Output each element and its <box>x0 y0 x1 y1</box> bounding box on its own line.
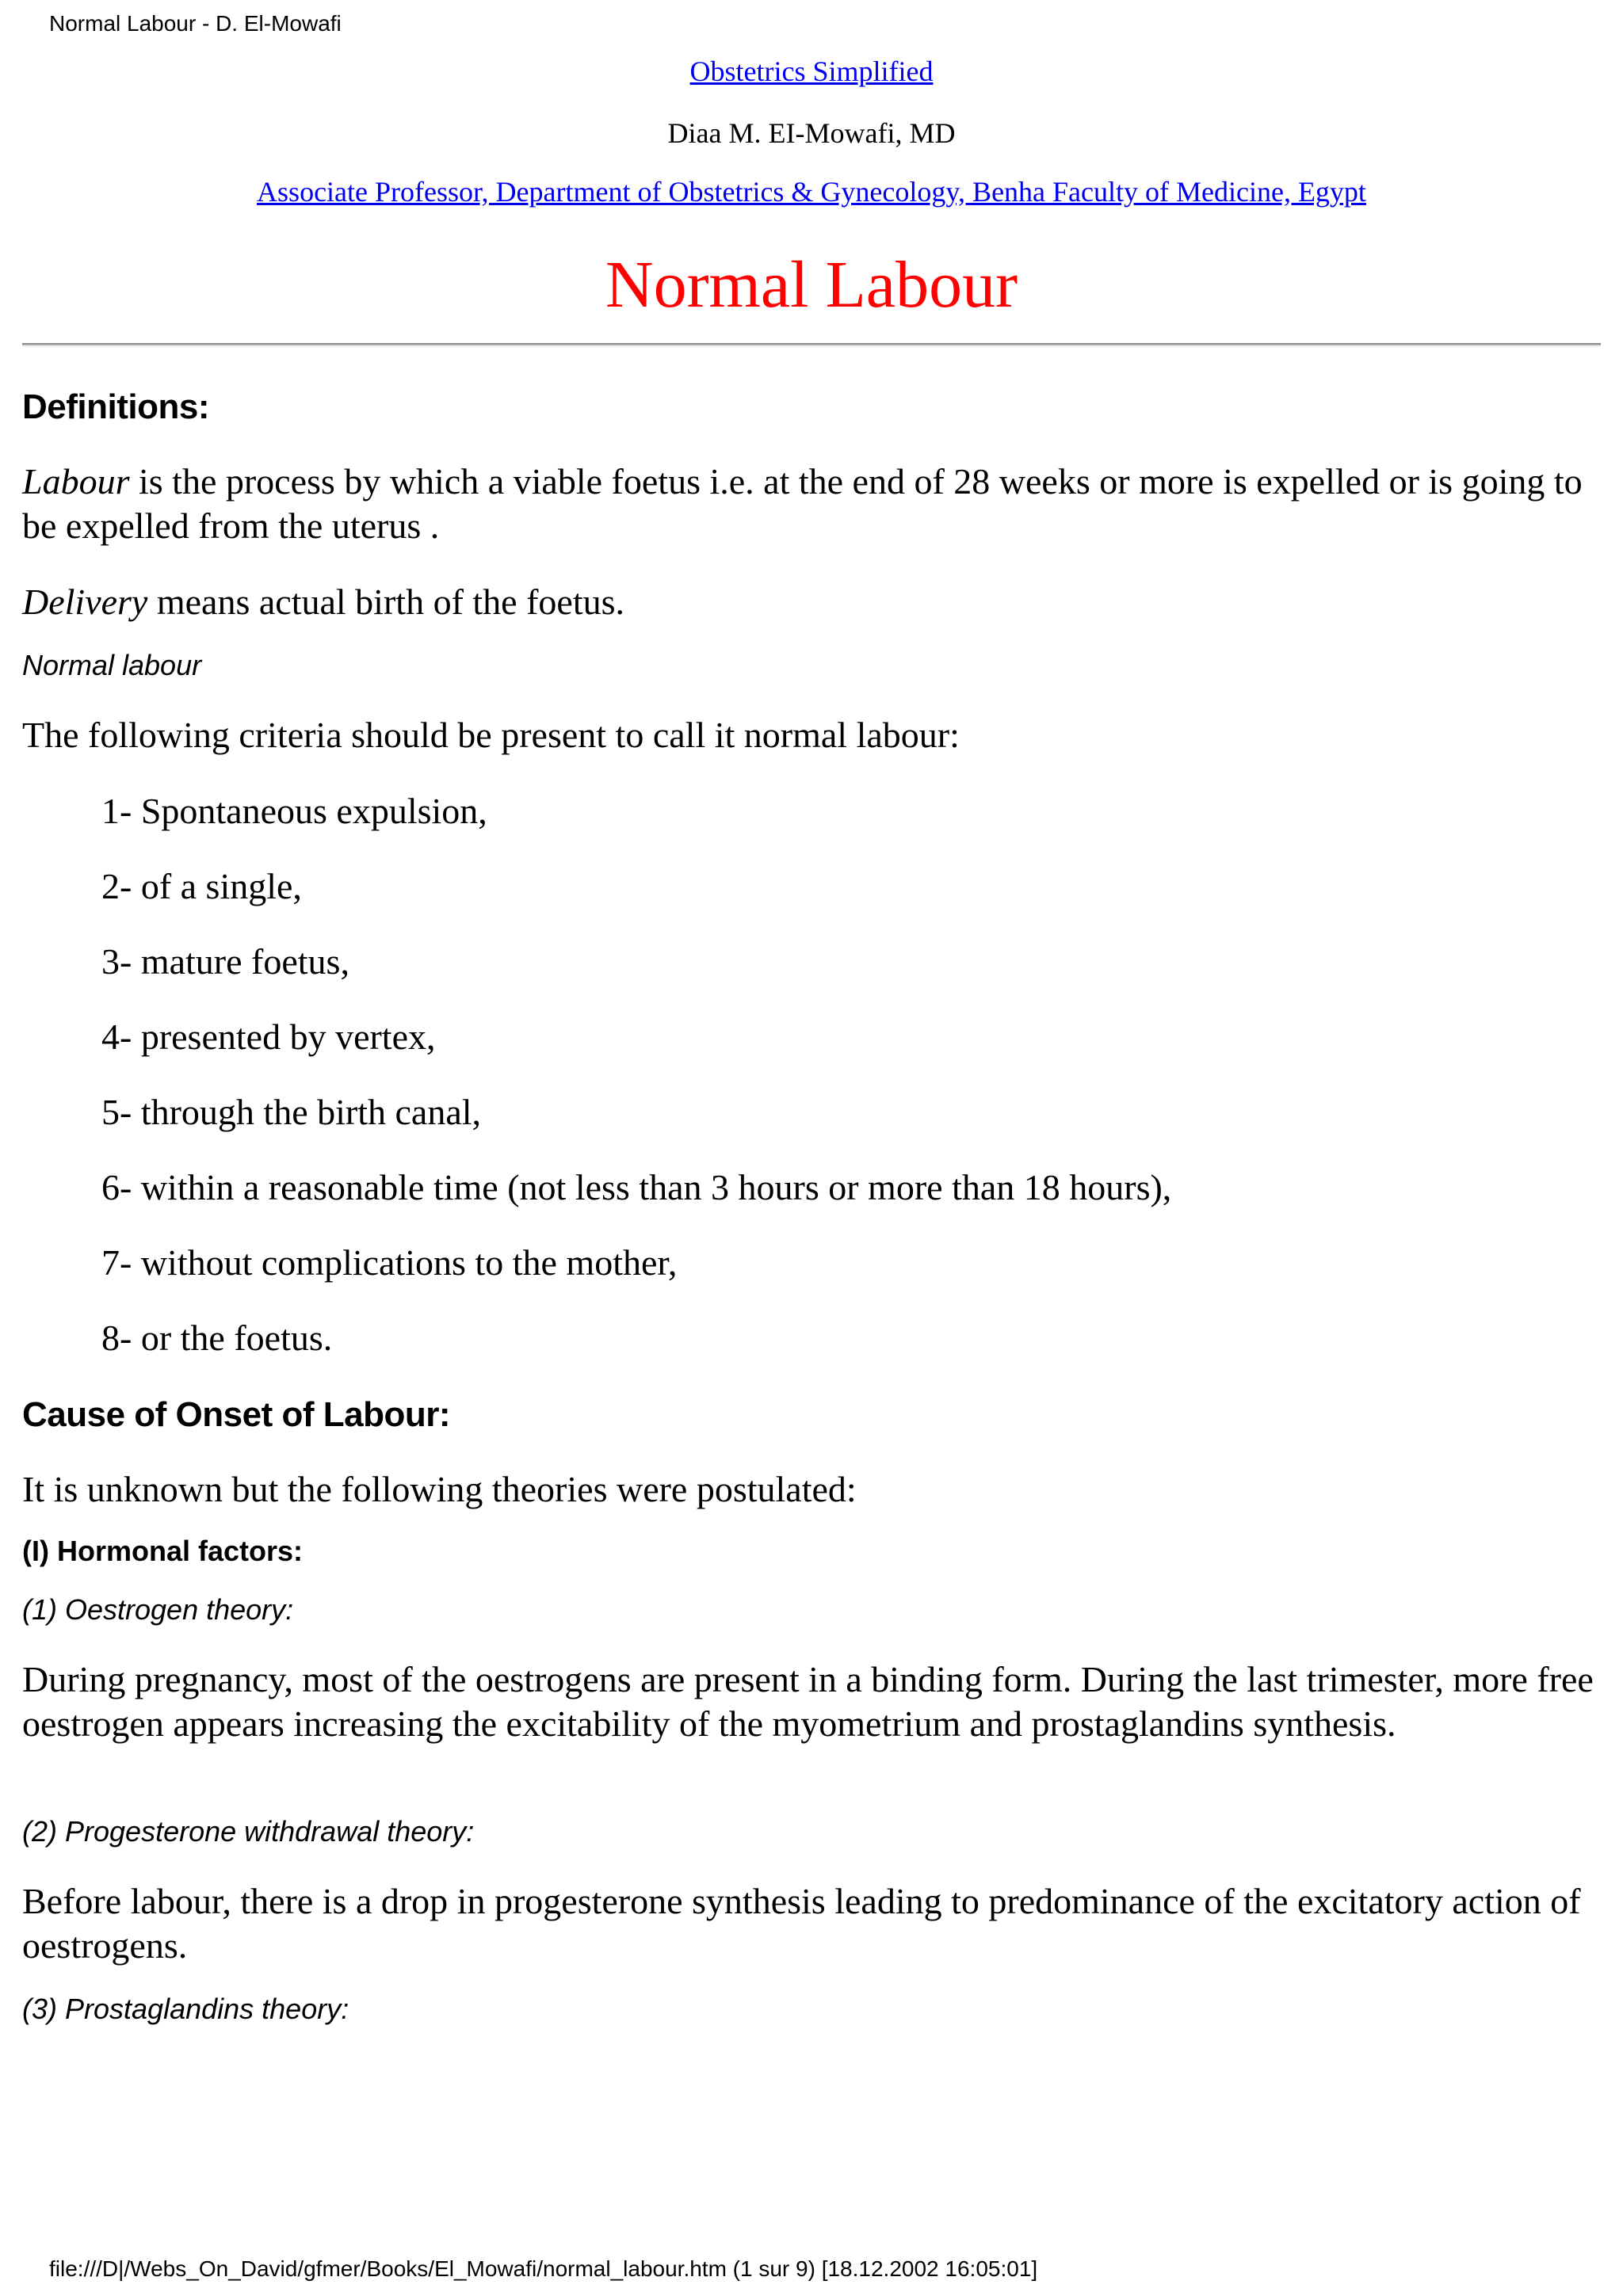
delivery-term: Delivery <box>22 582 148 622</box>
criteria-item: 5- through the birth canal, <box>101 1092 482 1132</box>
criteria-item: 4- presented by vertex, <box>101 1016 436 1057</box>
browser-print-footer: file:///D|/Webs_On_David/gfmer/Books/El_Mowafi/normal_labour.htm (1 sur 9) [18.12.2002 16:05:01] <box>49 2256 1038 2281</box>
definitions-heading: Definitions: <box>22 387 209 426</box>
page-title: Normal Labour <box>605 248 1018 322</box>
oestrogen-theory-text: During pregnancy, most of the oestrogens are present in a binding form. During the last trimester, more free oestrogen appears increasing the excitability of the myometrium and prostaglandins synthesis. <box>22 1659 1594 1744</box>
prostaglandins-theory-heading: (3) Prostaglandins theory: <box>22 1993 349 2025</box>
labour-term: Labour <box>22 461 130 502</box>
criteria-item: 1- Spontaneous expulsion, <box>101 791 487 831</box>
onset-heading: Cause of Onset of Labour: <box>22 1395 450 1434</box>
author-name: Diaa M. EI-Mowafi, MD <box>667 117 956 149</box>
criteria-item: 3- mature foetus, <box>101 941 349 982</box>
criteria-item: 6- within a reasonable time (not less than 3 hours or more than 18 hours), <box>101 1167 1172 1207</box>
oestrogen-theory-heading: (1) Oestrogen theory: <box>22 1593 294 1626</box>
progesterone-theory-heading: (2) Progesterone withdrawal theory: <box>22 1815 475 1848</box>
book-link[interactable]: Obstetrics Simplified <box>689 55 934 87</box>
browser-print-header: Normal Labour - D. El-Mowafi <box>49 11 342 36</box>
affiliation-line <box>0 174 1623 209</box>
criteria-intro: The following criteria should be present to call it normal labour: <box>22 715 960 755</box>
progesterone-theory-text: Before labour, there is a drop in progesterone synthesis leading to predominance of the excitatory action of oestrogens. <box>22 1881 1581 1966</box>
normal-labour-label: Normal labour <box>22 649 202 681</box>
criteria-item: 8- or the foetus. <box>101 1318 333 1358</box>
delivery-definition-text: means actual birth of the foetus. <box>147 582 624 622</box>
book-link-line <box>0 54 1623 89</box>
horizontal-rule <box>22 343 1601 346</box>
hormonal-factors-heading: (I) Hormonal factors: <box>22 1535 304 1567</box>
delivery-definition <box>22 580 1601 624</box>
onset-intro: It is unknown but the following theories were postulated: <box>22 1469 857 1509</box>
affiliation-link[interactable]: Associate Professor, Department of Obstetrics & Gynecology, Benha Faculty of Medicine, Egypt <box>257 176 1366 208</box>
labour-definition-text: is the process by which a viable foetus i.e. at the end of 28 weeks or more is expelled or is going to be expelled from the uterus . <box>22 461 1583 546</box>
criteria-item: 7- without complications to the mother, <box>101 1242 678 1283</box>
criteria-item: 2- of a single, <box>101 866 302 906</box>
labour-definition <box>22 460 1601 548</box>
